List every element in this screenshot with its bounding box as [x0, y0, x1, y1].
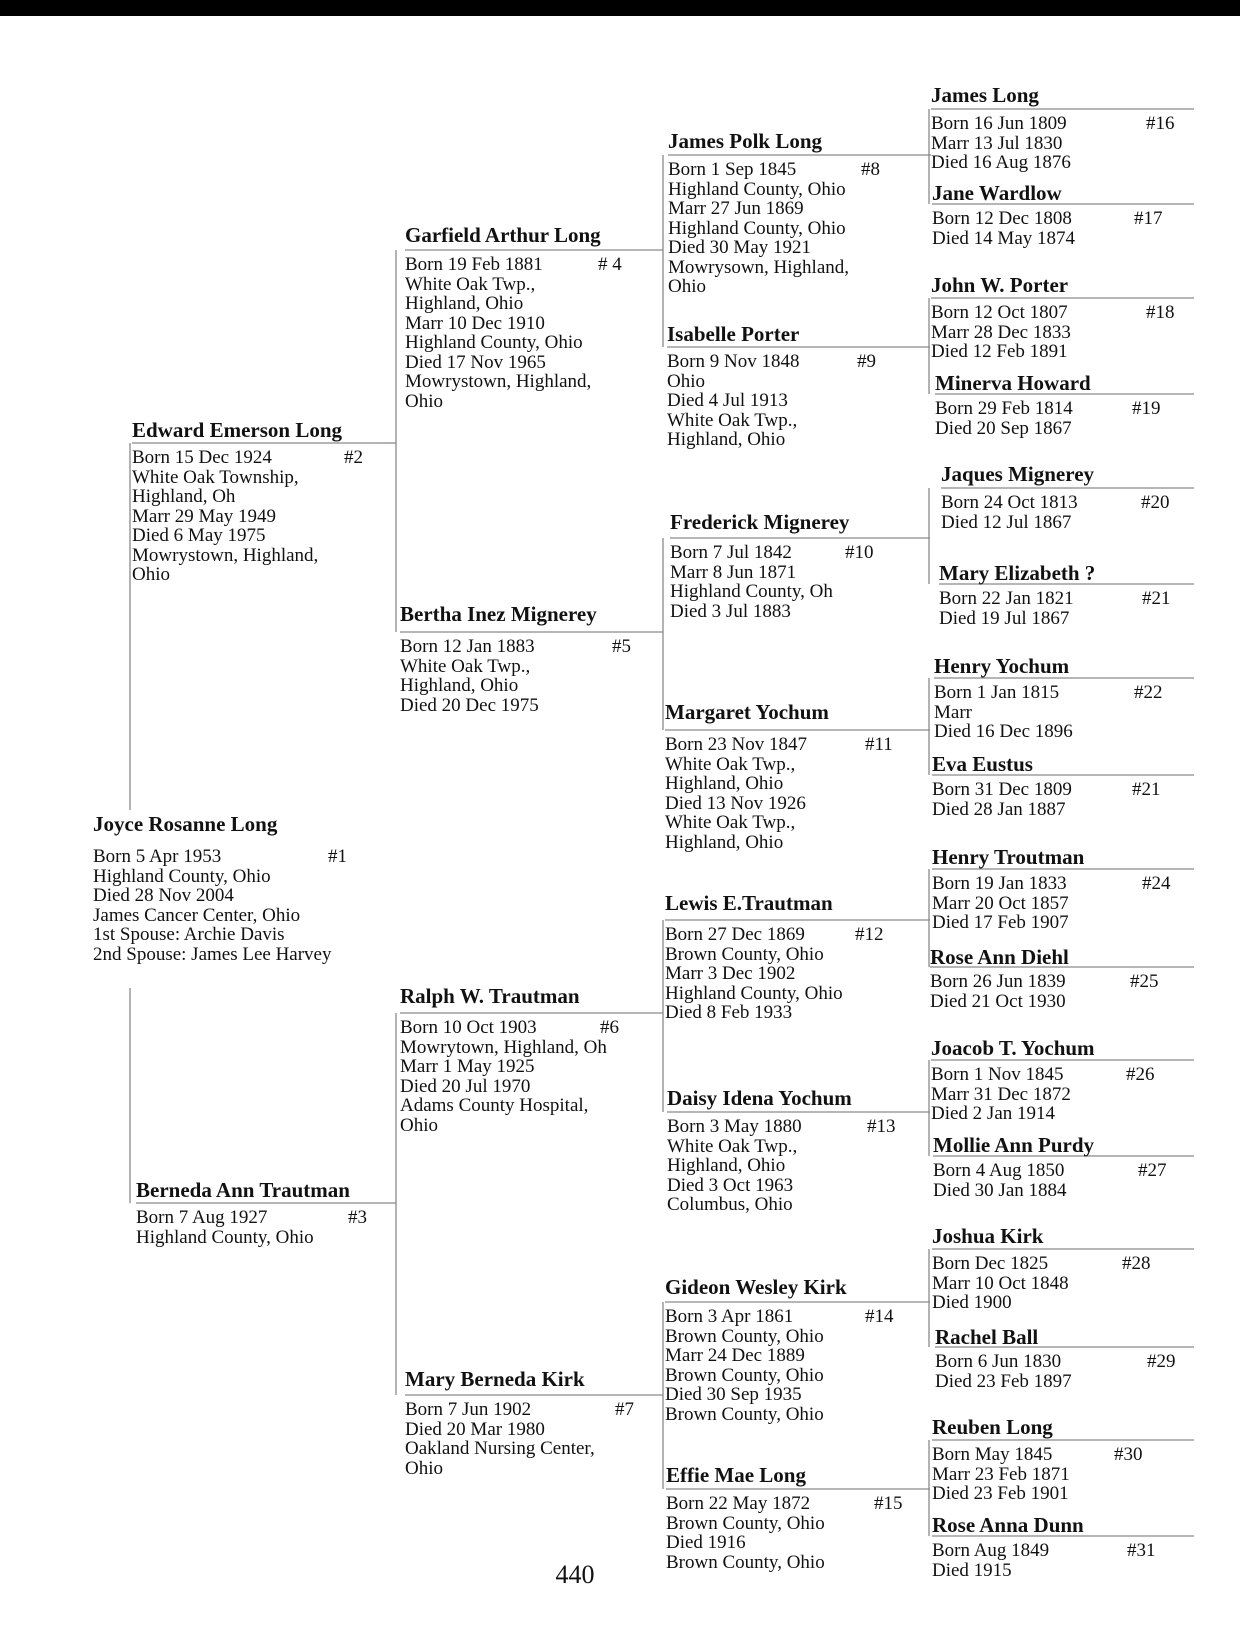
- person-detail-line: Born 15 Dec 1924: [132, 447, 272, 468]
- person-detail-line: Born 19 Feb 1881: [405, 254, 543, 275]
- person-detail-line: Marr 8 Jun 1871: [670, 561, 797, 583]
- person-detail-line: Born 12 Jan 1883: [400, 636, 535, 657]
- person-detail-line: Died 14 May 1874: [932, 227, 1076, 249]
- person-detail-line: Mowrystown, Highland,: [132, 544, 319, 566]
- person-detail-line: Died 12 Feb 1891: [931, 341, 1068, 362]
- person-detail-line: Ohio: [405, 1457, 443, 1479]
- person-detail-line: Highland County, Ohio: [668, 217, 846, 239]
- person-detail-line: Marr 20 Oct 1857: [932, 892, 1069, 914]
- person-detail-line: White Oak Twp.,: [665, 812, 796, 833]
- person-detail-line: Died 28 Nov 2004: [93, 885, 234, 906]
- person-name: Margaret Yochum: [665, 700, 829, 724]
- person-27: [933, 1133, 1167, 1201]
- person-details: [935, 1351, 1176, 1392]
- person-detail-line: Born 1 Jan 1815: [934, 682, 1060, 703]
- person-name: Mary Berneda Kirk: [405, 1367, 585, 1391]
- person-name: Frederick Mignerey: [670, 510, 850, 534]
- person-number: #16: [1146, 113, 1175, 134]
- person-name: Rachel Ball: [935, 1325, 1039, 1349]
- person-17: [932, 181, 1163, 249]
- person-number: #15: [874, 1493, 903, 1514]
- person-detail-line: Died 17 Feb 1907: [932, 912, 1069, 933]
- person-24: [932, 845, 1171, 933]
- person-detail-line: Highland, Ohio: [665, 831, 784, 853]
- person-detail-line: Highland County, Ohio: [668, 178, 846, 200]
- person-number: #27: [1138, 1160, 1167, 1181]
- person-22: [934, 654, 1163, 742]
- person-number: # 4: [598, 254, 622, 275]
- person-details: [136, 1207, 367, 1248]
- person-detail-line: Born 22 Jan 1821: [939, 588, 1074, 609]
- person-name: Henry Yochum: [934, 654, 1070, 678]
- person-name: Jaques Mignerey: [941, 462, 1095, 486]
- person-detail-line: Mowrystown, Highland,: [405, 371, 592, 392]
- person-details: [930, 971, 1159, 1012]
- person-detail-line: Born 24 Oct 1813: [941, 492, 1078, 513]
- person-detail-line: Ohio: [400, 1114, 438, 1136]
- person-detail-line: Mowrytown, Highland, Oh: [400, 1036, 607, 1058]
- person-details: [939, 588, 1171, 629]
- person-name: James Polk Long: [668, 129, 823, 153]
- person-name: Isabelle Porter: [667, 322, 800, 346]
- person-number: #22: [1134, 682, 1163, 703]
- person-30: [932, 1415, 1143, 1504]
- person-11: [665, 700, 893, 853]
- person-details: [667, 351, 876, 450]
- person-number: #6: [600, 1017, 619, 1038]
- person-detail-line: Marr 23 Feb 1871: [932, 1463, 1070, 1485]
- person-number: #5: [612, 636, 631, 657]
- person-detail-line: Brown County, Ohio: [665, 943, 824, 965]
- person-details: [941, 492, 1170, 533]
- person-detail-line: Born 6 Jun 1830: [935, 1351, 1062, 1372]
- person-number: #2: [344, 447, 363, 468]
- person-details: [400, 636, 631, 716]
- person-detail-line: Born 7 Aug 1927: [136, 1207, 268, 1228]
- person-detail-line: Died 1916: [666, 1532, 746, 1553]
- person-name: Effie Mae Long: [666, 1463, 806, 1487]
- person-number: #21: [1142, 588, 1171, 609]
- person-detail-line: Highland County, Ohio: [405, 332, 583, 353]
- person-8: [668, 129, 880, 297]
- person-detail-line: Born 1 Sep 1845: [668, 159, 797, 180]
- person-detail-line: Marr: [934, 701, 972, 723]
- person-name: Edward Emerson Long: [132, 418, 343, 442]
- person-number: #10: [845, 542, 874, 563]
- person-detail-line: Born 19 Jan 1833: [932, 873, 1067, 894]
- person-detail-line: Born 26 Jun 1839: [930, 971, 1066, 992]
- person-detail-line: Highland County, Ohio: [136, 1226, 314, 1248]
- person-name: James Long: [931, 83, 1039, 107]
- person-detail-line: Died 12 Jul 1867: [941, 511, 1072, 533]
- person-name: Joyce Rosanne Long: [93, 812, 278, 836]
- person-number: #7: [615, 1399, 634, 1420]
- person-number: #20: [1141, 492, 1170, 513]
- person-detail-line: Born 31 Dec 1809: [932, 779, 1072, 800]
- person-detail-line: Marr 31 Dec 1872: [931, 1083, 1071, 1105]
- person-name: Rose Anna Dunn: [932, 1513, 1084, 1537]
- person-detail-line: Died 23 Feb 1897: [935, 1370, 1072, 1392]
- person-detail-line: Brown County, Ohio: [665, 1364, 824, 1386]
- person-details: [665, 1306, 894, 1425]
- person-10: [670, 510, 874, 622]
- person-detail-line: Brown County, Ohio: [665, 1403, 824, 1425]
- person-name: Ralph W. Trautman: [400, 984, 580, 1008]
- person-detail-line: Died 8 Feb 1933: [665, 1002, 793, 1023]
- person-details: [665, 734, 893, 853]
- person-9: [667, 322, 876, 450]
- person-name: Mary Elizabeth ?: [939, 561, 1096, 585]
- person-detail-line: Highland, Ohio: [400, 675, 519, 696]
- person-detail-line: Marr 28 Dec 1833: [931, 321, 1071, 343]
- person-name: Rose Ann Diehl: [930, 945, 1069, 969]
- person-number: #17: [1134, 208, 1163, 229]
- person-detail-line: Born 5 Apr 1953: [93, 846, 222, 867]
- person-name: Henry Troutman: [932, 845, 1085, 869]
- person-detail-line: Born 1 Nov 1845: [931, 1064, 1064, 1085]
- person-detail-line: Died 30 Sep 1935: [665, 1384, 802, 1405]
- person-detail-line: Born 16 Jun 1809: [931, 113, 1067, 134]
- person-26: [931, 1036, 1155, 1124]
- person-7: [405, 1367, 634, 1479]
- person-name: Lewis E.Trautman: [665, 891, 833, 915]
- person-detail-line: Highland, Ohio: [667, 429, 786, 450]
- person-detail-line: Born May 1845: [932, 1444, 1053, 1465]
- person-detail-line: Highland, Ohio: [667, 1155, 786, 1176]
- person-number: #30: [1114, 1444, 1143, 1465]
- person-detail-line: Born 12 Oct 1807: [931, 302, 1068, 323]
- person-number: #24: [1142, 873, 1171, 894]
- person-detail-line: Born 22 May 1872: [666, 1493, 811, 1514]
- person-detail-line: Died 16 Dec 1896: [934, 721, 1073, 742]
- person-detail-line: Died 1900: [932, 1292, 1012, 1313]
- person-detail-line: Columbus, Ohio: [667, 1194, 793, 1215]
- person-detail-line: James Cancer Center, Ohio: [93, 904, 301, 926]
- person-name: Minerva Howard: [935, 371, 1091, 395]
- person-number: #13: [867, 1116, 896, 1137]
- person-detail-line: Marr 10 Dec 1910: [405, 312, 545, 334]
- person-detail-line: Marr 29 May 1949: [132, 505, 277, 527]
- person-detail-line: Died 20 Jul 1970: [400, 1075, 531, 1097]
- person-detail-line: Died 16 Aug 1876: [931, 152, 1071, 173]
- person-number: #18: [1146, 302, 1175, 323]
- person-detail-line: Brown County, Ohio: [665, 1325, 824, 1347]
- person-detail-line: Born 7 Jul 1842: [670, 542, 792, 563]
- person-4: [405, 223, 622, 412]
- person-detail-line: Marr 24 Dec 1889: [665, 1345, 805, 1366]
- person-number: #12: [855, 924, 884, 945]
- person-number: #25: [1130, 971, 1159, 992]
- person-detail-line: Born 12 Dec 1808: [932, 208, 1072, 229]
- person-name: Daisy Idena Yochum: [667, 1086, 852, 1110]
- person-detail-line: Born 9 Nov 1848: [667, 351, 800, 372]
- person-detail-line: White Oak Township,: [132, 466, 299, 488]
- person-detail-line: Brown County, Ohio: [666, 1512, 825, 1534]
- person-details: [932, 1253, 1151, 1313]
- person-number: #3: [348, 1207, 367, 1228]
- person-name: Eva Eustus: [932, 752, 1033, 776]
- person-detail-line: Born 29 Feb 1814: [935, 398, 1073, 419]
- person-name: Joacob T. Yochum: [931, 1036, 1095, 1060]
- person-detail-line: Ohio: [668, 276, 706, 297]
- person-detail-line: Born 23 Nov 1847: [665, 734, 807, 755]
- person-details: [931, 113, 1175, 173]
- person-5: [400, 602, 631, 716]
- person-18: [931, 273, 1175, 362]
- person-detail-line: Died 13 Nov 1926: [665, 792, 806, 814]
- person-details: [931, 302, 1175, 362]
- person-detail-line: Died 28 Jan 1887: [932, 798, 1066, 820]
- person-detail-line: Highland County, Oh: [670, 581, 833, 602]
- person-number: #1: [328, 846, 347, 867]
- person-detail-line: 1st Spouse: Archie Davis: [93, 924, 285, 945]
- person-detail-line: Born 10 Oct 1903: [400, 1017, 537, 1038]
- person-detail-line: Born 4 Aug 1850: [933, 1160, 1065, 1181]
- person-details: [405, 254, 622, 412]
- person-detail-line: Died 3 Jul 1883: [670, 600, 791, 622]
- person-details: [132, 447, 363, 585]
- person-details: [935, 398, 1161, 439]
- person-name: Berneda Ann Trautman: [136, 1178, 350, 1202]
- person-detail-line: White Oak Twp.,: [665, 753, 796, 775]
- person-number: #31: [1127, 1540, 1156, 1561]
- person-1: [93, 812, 347, 965]
- person-detail-line: Born Aug 1849: [932, 1540, 1050, 1561]
- person-details: [932, 779, 1161, 820]
- person-name: Garfield Arthur Long: [405, 223, 601, 247]
- person-detail-line: Born 3 Apr 1861: [665, 1306, 794, 1327]
- person-detail-line: Died 17 Nov 1965: [405, 351, 546, 373]
- person-detail-line: White Oak Twp.,: [405, 273, 536, 295]
- person-16: [931, 83, 1175, 173]
- person-detail-line: 2nd Spouse: James Lee Harvey: [93, 943, 332, 965]
- person-number: #19: [1132, 398, 1161, 419]
- person-detail-line: Died 23 Feb 1901: [932, 1483, 1069, 1504]
- person-details: [93, 846, 347, 965]
- person-detail-line: Ohio: [667, 370, 705, 392]
- person-number: #28: [1122, 1253, 1151, 1274]
- person-number: #21: [1132, 779, 1161, 800]
- person-number: #11: [865, 734, 893, 755]
- person-detail-line: Marr 13 Jul 1830: [931, 132, 1063, 154]
- person-details: [667, 1116, 896, 1215]
- person-13: [667, 1086, 896, 1215]
- person-2: [132, 418, 363, 585]
- person-29: [935, 1325, 1176, 1392]
- person-name: Jane Wardlow: [932, 181, 1062, 205]
- person-name: John W. Porter: [931, 273, 1069, 297]
- page-number: 440: [555, 1560, 595, 1589]
- person-detail-line: Marr 1 May 1925: [400, 1056, 535, 1077]
- person-detail-line: Highland, Oh: [132, 486, 236, 507]
- person-3: [136, 1178, 367, 1248]
- person-details: [668, 159, 880, 297]
- person-14: [665, 1275, 894, 1425]
- person-21: [939, 561, 1171, 629]
- person-details: [932, 1444, 1143, 1504]
- person-20: [941, 462, 1170, 533]
- person-detail-line: Died 6 May 1975: [132, 525, 266, 546]
- person-detail-line: Adams County Hospital,: [400, 1095, 589, 1116]
- person-detail-line: Born 3 May 1880: [667, 1116, 802, 1137]
- person-detail-line: Died 3 Oct 1963: [667, 1174, 794, 1196]
- person-detail-line: Highland, Ohio: [405, 293, 524, 314]
- person-detail-line: Brown County, Ohio: [666, 1551, 825, 1573]
- person-details: [932, 873, 1171, 933]
- person-detail-line: Ohio: [132, 564, 170, 585]
- person-name: Mollie Ann Purdy: [933, 1133, 1095, 1157]
- person-details: [933, 1160, 1167, 1201]
- person-detail-line: Highland County, Ohio: [93, 865, 271, 887]
- person-details: [931, 1064, 1155, 1124]
- person-number: #26: [1126, 1064, 1155, 1085]
- person-detail-line: Died 21 Oct 1930: [930, 990, 1066, 1012]
- person-detail-line: Died 30 May 1921: [668, 237, 812, 258]
- person-name: Gideon Wesley Kirk: [665, 1275, 847, 1299]
- person-detail-line: Ohio: [405, 390, 443, 412]
- person-number: #9: [857, 351, 876, 372]
- person-details: [670, 542, 874, 622]
- person-23: [932, 752, 1161, 820]
- person-detail-line: Oakland Nursing Center,: [405, 1438, 595, 1459]
- person-detail-line: Born 7 Jun 1902: [405, 1399, 532, 1420]
- person-details: [405, 1399, 634, 1479]
- person-detail-line: Highland, Ohio: [665, 773, 784, 794]
- person-number: #14: [865, 1306, 894, 1327]
- person-25: [930, 945, 1159, 1012]
- person-detail-line: White Oak Twp.,: [400, 655, 531, 677]
- person-detail-line: Died 19 Jul 1867: [939, 607, 1070, 629]
- person-detail-line: Mowrysown, Highland,: [668, 256, 850, 278]
- person-28: [932, 1224, 1151, 1313]
- person-detail-line: Died 4 Jul 1913: [667, 390, 788, 411]
- person-detail-line: Died 20 Dec 1975: [400, 694, 539, 716]
- person-detail-line: Died 20 Sep 1867: [935, 417, 1072, 439]
- person-detail-line: Marr 10 Oct 1848: [932, 1272, 1069, 1294]
- person-details: [932, 208, 1163, 249]
- person-detail-line: Born Dec 1825: [932, 1253, 1049, 1274]
- person-12: [665, 891, 884, 1023]
- person-detail-line: Died 30 Jan 1884: [933, 1179, 1067, 1201]
- person-details: [400, 1017, 619, 1136]
- person-detail-line: Died 1915: [932, 1559, 1012, 1581]
- person-detail-line: Born 27 Dec 1869: [665, 924, 805, 945]
- person-15: [666, 1463, 903, 1573]
- person-details: [665, 924, 884, 1023]
- person-number: #29: [1147, 1351, 1176, 1372]
- person-detail-line: Highland County, Ohio: [665, 982, 843, 1004]
- person-detail-line: Marr 27 Jun 1869: [668, 198, 804, 219]
- person-number: #8: [861, 159, 880, 180]
- person-name: Reuben Long: [932, 1415, 1053, 1439]
- person-19: [935, 371, 1161, 439]
- person-details: [934, 682, 1163, 742]
- person-name: Bertha Inez Mignerey: [400, 602, 597, 626]
- person-detail-line: White Oak Twp.,: [667, 409, 798, 431]
- person-detail-line: Marr 3 Dec 1902: [665, 963, 796, 984]
- person-detail-line: Died 20 Mar 1980: [405, 1418, 545, 1440]
- person-name: Joshua Kirk: [932, 1224, 1044, 1248]
- person-detail-line: Died 2 Jan 1914: [931, 1103, 1056, 1124]
- person-detail-line: White Oak Twp.,: [667, 1135, 798, 1157]
- person-6: [400, 984, 619, 1136]
